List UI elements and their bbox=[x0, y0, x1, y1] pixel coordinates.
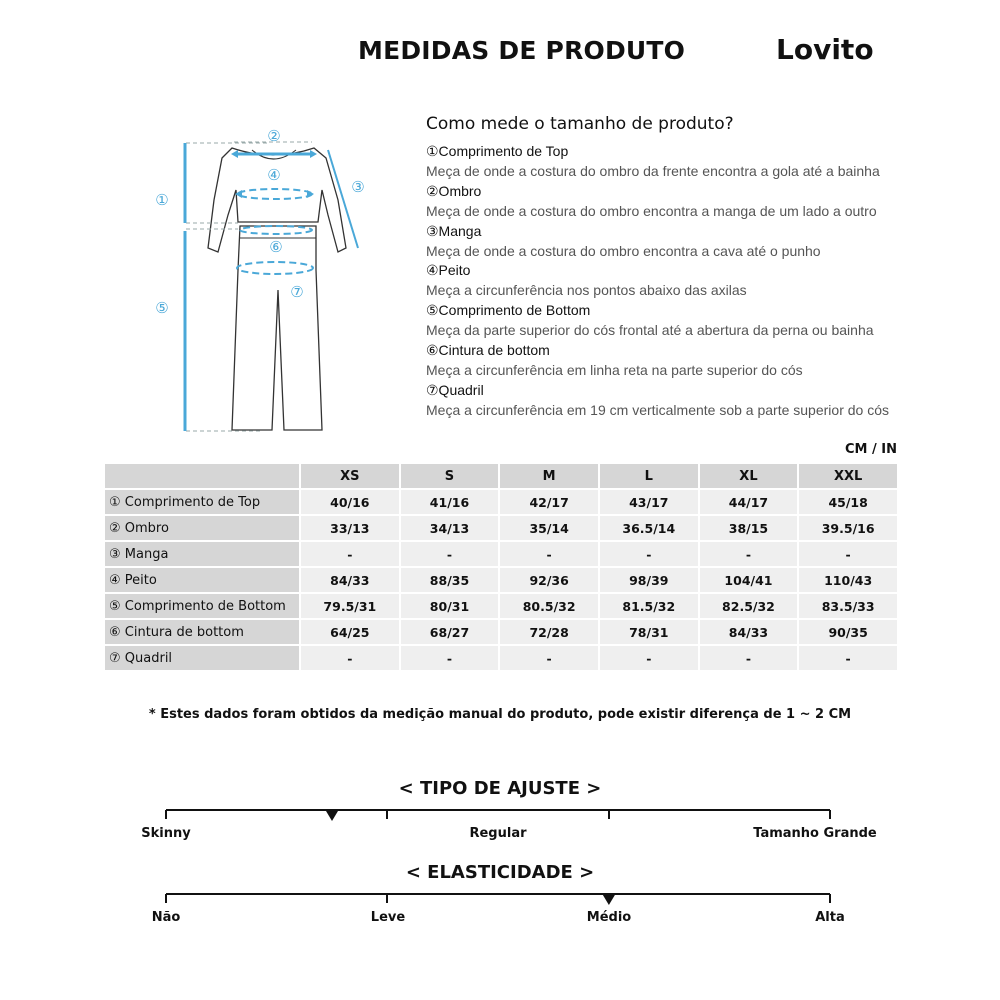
guide-item-desc: Meça a circunferência em linha reta na parte superior do cós bbox=[426, 362, 803, 378]
table-row bbox=[105, 646, 897, 670]
table-row bbox=[105, 490, 897, 514]
table-cell: 92/36 bbox=[500, 568, 598, 592]
table-cell: 38/15 bbox=[700, 516, 798, 540]
row-label: ① Comprimento de Top bbox=[105, 490, 299, 514]
table-cell: 36.5/14 bbox=[600, 516, 698, 540]
table-header-row bbox=[105, 464, 897, 488]
table-cell: 81.5/32 bbox=[600, 594, 698, 618]
table-cell: 90/35 bbox=[799, 620, 897, 644]
elasticity-selected-marker bbox=[603, 895, 615, 905]
guide-item-desc: Meça da parte superior do cós frontal até a abertura da perna ou bainha bbox=[426, 322, 874, 338]
size-header: XL bbox=[700, 464, 798, 488]
fit-selected-marker bbox=[326, 811, 338, 821]
table-cell: 39.5/16 bbox=[799, 516, 897, 540]
table-cell: 80.5/32 bbox=[500, 594, 598, 618]
row-label: ⑤ Comprimento de Bottom bbox=[105, 594, 299, 618]
bottom-garment-outline bbox=[232, 226, 322, 430]
size-header: S bbox=[401, 464, 499, 488]
table-cell: 45/18 bbox=[799, 490, 897, 514]
table-cell: 64/25 bbox=[301, 620, 399, 644]
guide-heading: Como mede o tamanho de produto? bbox=[426, 114, 734, 134]
table-cell: 82.5/32 bbox=[700, 594, 798, 618]
guide-item-title: ②Ombro bbox=[426, 183, 482, 199]
table-cell: - bbox=[401, 542, 499, 566]
table-cell: - bbox=[301, 542, 399, 566]
guide-item-title: ③Manga bbox=[426, 223, 482, 239]
table-cell: 41/16 bbox=[401, 490, 499, 514]
table-cell: 35/14 bbox=[500, 516, 598, 540]
table-cell: 33/13 bbox=[301, 516, 399, 540]
table-cell: - bbox=[600, 542, 698, 566]
table-cell: 79.5/31 bbox=[301, 594, 399, 618]
table-cell: 68/27 bbox=[401, 620, 499, 644]
table-corner-cell bbox=[105, 464, 299, 488]
marker-sleeve: ③ bbox=[351, 178, 365, 196]
elasticity-title: < ELASTICIDADE > bbox=[405, 862, 595, 883]
size-table bbox=[103, 462, 899, 672]
size-header: XS bbox=[301, 464, 399, 488]
table-cell: 104/41 bbox=[700, 568, 798, 592]
table-cell: 43/17 bbox=[600, 490, 698, 514]
row-label: ③ Manga bbox=[105, 542, 299, 566]
brand-logo: Lovito bbox=[776, 33, 874, 66]
table-cell: - bbox=[799, 542, 897, 566]
table-cell: 42/17 bbox=[500, 490, 598, 514]
guide-item-desc: Meça a circunferência em 19 cm verticalmente sob a parte superior do cós bbox=[426, 402, 889, 418]
table-cell: - bbox=[500, 542, 598, 566]
table-cell: - bbox=[600, 646, 698, 670]
guide-item-title: ①Comprimento de Top bbox=[426, 143, 569, 159]
row-label: ② Ombro bbox=[105, 516, 299, 540]
fit-label-regular: Regular bbox=[469, 826, 527, 841]
table-cell: 98/39 bbox=[600, 568, 698, 592]
size-header: M bbox=[500, 464, 598, 488]
row-label: ⑦ Quadril bbox=[105, 646, 299, 670]
table-cell: - bbox=[301, 646, 399, 670]
fit-type-title: < TIPO DE AJUSTE > bbox=[398, 778, 602, 799]
marker-waist: ⑥ bbox=[269, 238, 283, 256]
row-label: ④ Peito bbox=[105, 568, 299, 592]
size-header: XXL bbox=[799, 464, 897, 488]
table-row bbox=[105, 594, 897, 618]
page-title: MEDIDAS DE PRODUTO bbox=[358, 36, 686, 65]
table-cell: - bbox=[700, 542, 798, 566]
fit-label-skinny: Skinny bbox=[141, 826, 191, 841]
elasticity-label-light: Leve bbox=[370, 910, 406, 925]
table-row bbox=[105, 620, 897, 644]
guide-item-desc: Meça de onde a costura do ombro encontra a manga de um lado a outro bbox=[426, 203, 877, 219]
table-cell: 110/43 bbox=[799, 568, 897, 592]
elasticity-label-high: Alta bbox=[815, 910, 845, 925]
table-cell: - bbox=[401, 646, 499, 670]
elasticity-label-medium: Médio bbox=[586, 910, 632, 925]
table-cell: - bbox=[700, 646, 798, 670]
guide-item-title: ⑤Comprimento de Bottom bbox=[426, 302, 591, 318]
elasticity-scale bbox=[0, 884, 1000, 914]
table-cell: 88/35 bbox=[401, 568, 499, 592]
fit-label-large: Tamanho Grande bbox=[753, 826, 877, 841]
measurement-note: * Estes dados foram obtidos da medição manual do produto, pode existir diferença de 1 ~ 2 CM bbox=[148, 707, 852, 722]
garment-diagram bbox=[145, 120, 370, 440]
table-cell: 72/28 bbox=[500, 620, 598, 644]
guide-item-desc: Meça de onde a costura do ombro da frente encontra a gola até a bainha bbox=[426, 163, 880, 179]
guide-item-desc: Meça de onde a costura do ombro encontra a cava até o punho bbox=[426, 243, 821, 259]
guide-item-desc: Meça a circunferência nos pontos abaixo das axilas bbox=[426, 282, 747, 298]
elasticity-label-none: Não bbox=[151, 910, 181, 925]
guide-item-title: ④Peito bbox=[426, 262, 471, 278]
unit-label: CM / IN bbox=[845, 442, 897, 457]
table-cell: 44/17 bbox=[700, 490, 798, 514]
marker-top-length: ① bbox=[155, 191, 169, 209]
guide-item-title: ⑦Quadril bbox=[426, 382, 484, 398]
table-cell: 34/13 bbox=[401, 516, 499, 540]
marker-bottom-length: ⑤ bbox=[155, 299, 169, 317]
size-header: L bbox=[600, 464, 698, 488]
marker-shoulder: ② bbox=[267, 127, 281, 145]
table-cell: - bbox=[500, 646, 598, 670]
table-cell: 78/31 bbox=[600, 620, 698, 644]
table-row bbox=[105, 516, 897, 540]
table-cell: - bbox=[799, 646, 897, 670]
table-cell: 84/33 bbox=[301, 568, 399, 592]
table-row bbox=[105, 542, 897, 566]
table-cell: 80/31 bbox=[401, 594, 499, 618]
guide-item-title: ⑥Cintura de bottom bbox=[426, 342, 550, 358]
row-label: ⑥ Cintura de bottom bbox=[105, 620, 299, 644]
table-row bbox=[105, 568, 897, 592]
table-cell: 83.5/33 bbox=[799, 594, 897, 618]
table-cell: 40/16 bbox=[301, 490, 399, 514]
marker-hip: ⑦ bbox=[290, 283, 304, 301]
table-cell: 84/33 bbox=[700, 620, 798, 644]
marker-chest: ④ bbox=[267, 166, 281, 184]
